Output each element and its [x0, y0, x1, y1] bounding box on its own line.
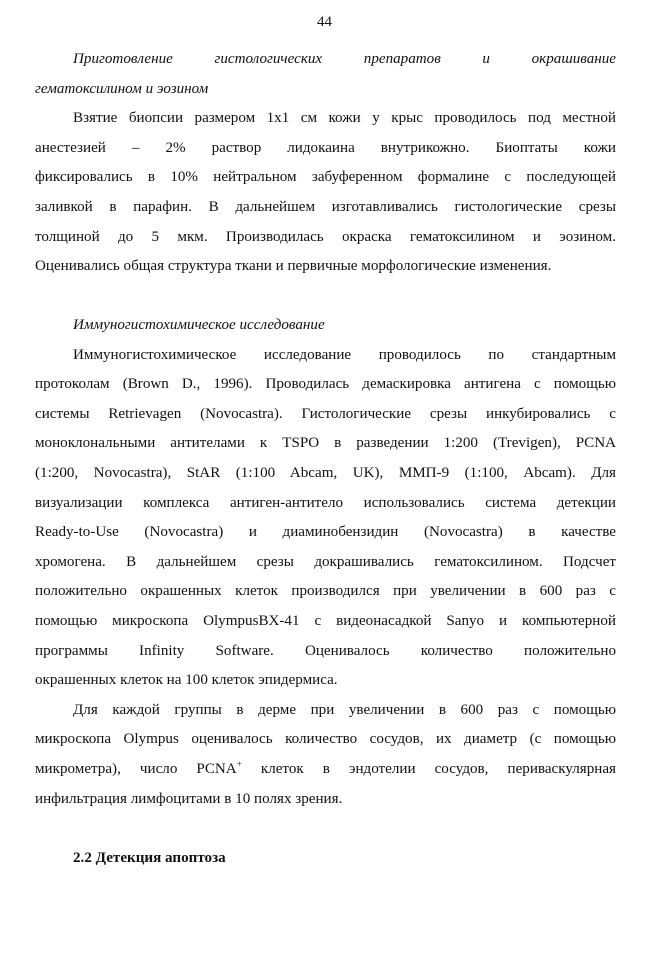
- section-histology: [35, 45, 616, 282]
- paragraph-vessel-assessment: [35, 696, 616, 814]
- paragraph-line: микроскопа Olympus оценивалось количество сосудов, их диаметр (с помощью: [35, 731, 616, 748]
- paragraph-line: Ready-to-Use (Novocastra) и диаминобензидин (Novocastra) в качестве: [35, 524, 616, 541]
- paragraph-line: хромогена. В дальнейшем срезы докрашивались гематоксилином. Подсчет: [35, 553, 616, 570]
- paragraph-line: инфильтрация лимфоцитами в 10 полях зрения.: [35, 790, 343, 807]
- paragraph-line: анестезией – 2% раствор лидокаина внутрикожно. Биоптаты кожи: [35, 139, 616, 156]
- paragraph-line: заливкой в парафин. В дальнейшем изготавливались гистологические срезы: [35, 198, 616, 215]
- paragraph-line: (1:200, Novocastra), StAR (1:100 Abcam, UK), ММП-9 (1:100, Abcam). Для: [35, 464, 616, 481]
- paragraph-line: Оценивались общая структура ткани и первичные морфологические изменения.: [35, 258, 552, 275]
- section-heading-line-1: Приготовление гистологических препаратов и окрашивание: [73, 51, 616, 67]
- paragraph-line: Для каждой группы в дерме при увеличении в 600 раз с помощью: [73, 701, 616, 718]
- section-immunohistochemistry: [35, 311, 616, 814]
- paragraph-ihc-method: [35, 341, 616, 696]
- paragraph-line: положительно окрашенных клеток производился при увеличении в 600 раз с: [35, 583, 616, 600]
- section-heading-apoptosis: 2.2 Детекция апоптоза: [73, 850, 226, 866]
- paragraph-line-rest: клеток в эндотелии сосудов, периваскулярная: [260, 760, 616, 777]
- pcna-text: микрометра), число PCNA: [35, 760, 237, 777]
- paragraph-line: толщиной до 5 мкм. Производилась окраска гематоксилином и эозином.: [35, 228, 616, 245]
- paragraph-line: системы Retrievagen (Novocastra). Гистологические срезы инкубировались с: [35, 405, 616, 422]
- superscript-plus: +: [236, 758, 242, 769]
- paragraph-line: визуализации комплекса антиген-антитело использовались система детекции: [35, 494, 616, 511]
- paragraph-line: окрашенных клеток на 100 клеток эпидермиса.: [35, 672, 338, 689]
- paragraph-line-pcna: [35, 755, 616, 785]
- paragraph-line: моноклональными антителами к TSPO в разведении 1:200 (Trevigen), PCNA: [35, 435, 616, 452]
- paragraph-line: Взятие биопсии размером 1х1 см кожи у крыс проводилось под местной: [73, 110, 616, 127]
- page-number: 44: [317, 14, 332, 30]
- paragraph-histology: [35, 104, 616, 282]
- paragraph-line: протоколам (Brown D., 1996). Проводилась демаскировка антигена с помощью: [35, 376, 616, 393]
- paragraph-line: фиксировались в 10% нейтральном забуференном формалине с последующей: [35, 169, 616, 186]
- section-apoptosis: [73, 844, 616, 874]
- paragraph-line: программы Infinity Software. Оценивалось количество положительно: [35, 642, 616, 659]
- section-heading: Иммуногистохимическое исследование: [73, 317, 325, 333]
- paragraph-line: помощью микроскопа OlympusBX-41 с видеонасадкой Sanyo и компьютерной: [35, 612, 616, 629]
- paragraph-line: Иммуногистохимическое исследование проводилось по стандартным: [73, 346, 616, 363]
- section-heading-line-2: гематоксилином и эозином: [35, 80, 209, 97]
